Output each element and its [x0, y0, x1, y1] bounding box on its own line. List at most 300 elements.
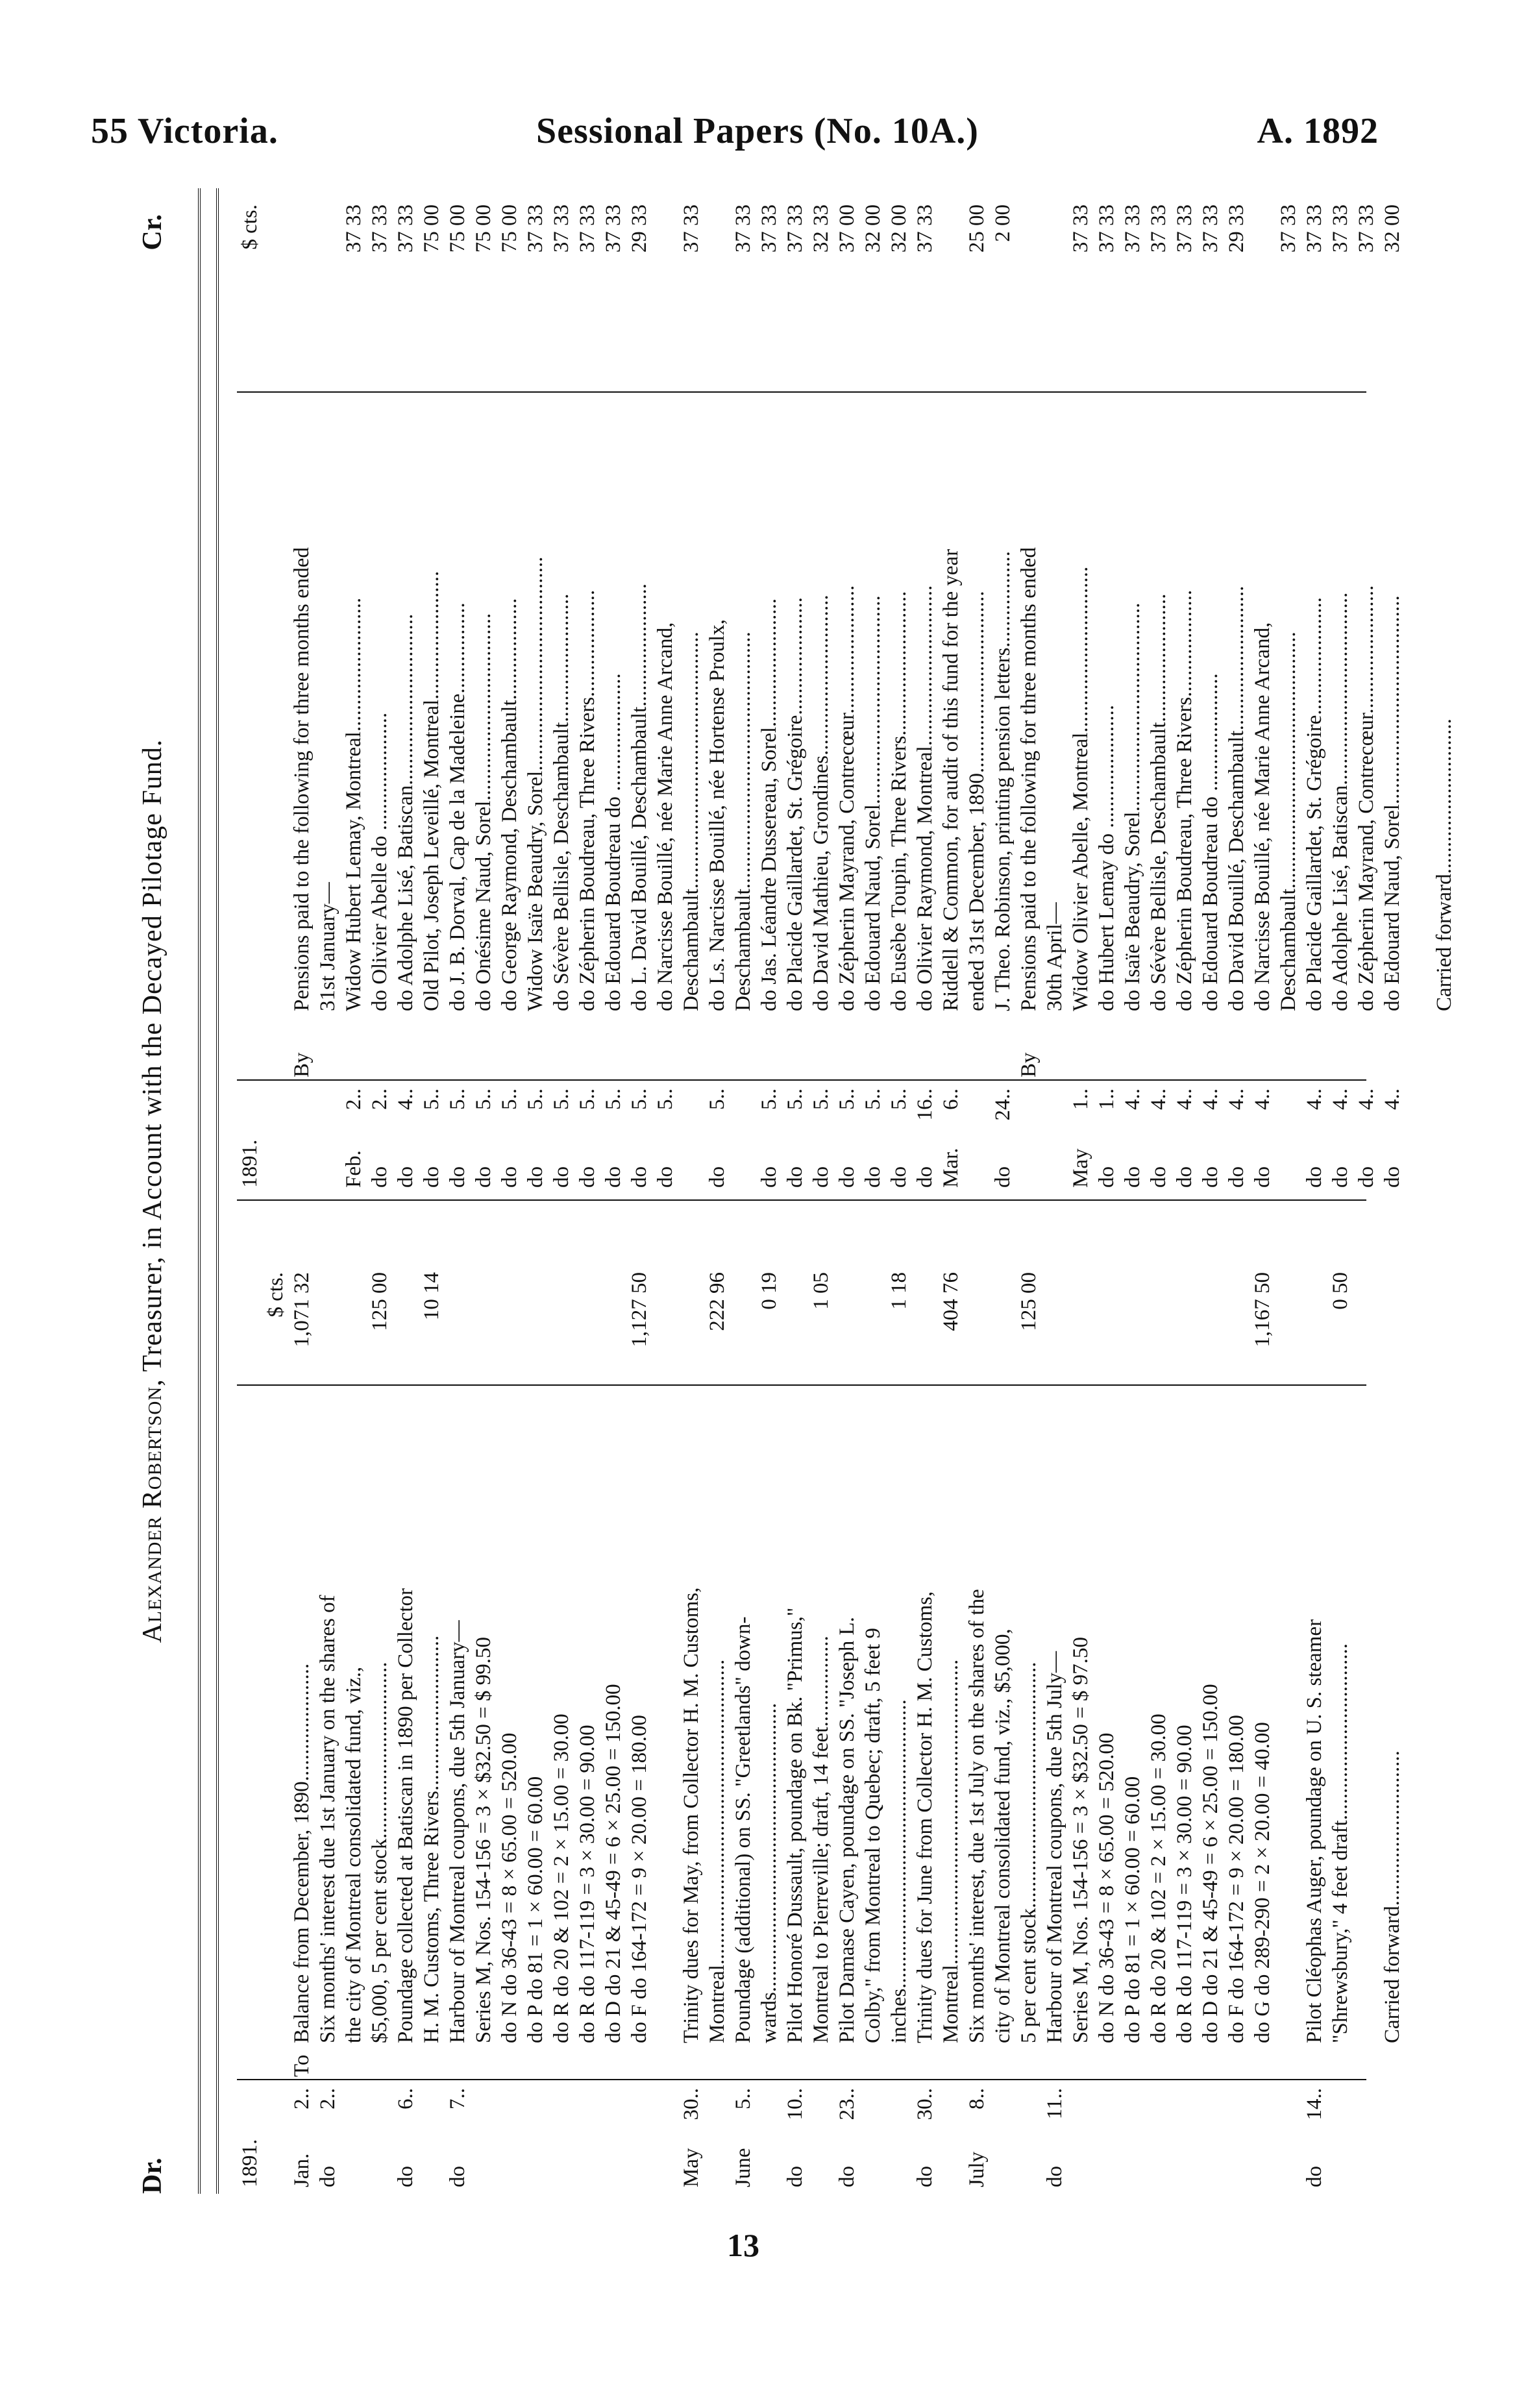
entry-day: 1..: [1069, 1088, 1092, 1110]
left-ledger-row: [367, 1207, 393, 2194]
left-ledger-row: [1172, 1207, 1198, 2194]
top-double-rule: [198, 188, 201, 2194]
entry-description: Deschambault................................................: [732, 632, 755, 1011]
entry-month: do: [524, 1166, 547, 1188]
entry-day: 4..: [1225, 1088, 1248, 1110]
entry-description: Montreal to Pierreville; draft, 14 feet.................: [809, 1636, 833, 2043]
left-ledger-row: [445, 1207, 471, 2194]
debit-label: Dr.: [138, 2157, 167, 2194]
entry-description: inches......................................................: [887, 1699, 911, 2043]
entry-total: 32 00: [1381, 204, 1404, 253]
left-ledger-row: [289, 1207, 315, 2194]
entry-day: 5..: [446, 1088, 469, 1110]
right-ledger-row: [1275, 188, 1301, 1194]
entry-month: do: [1121, 1166, 1144, 1188]
entry-day: 30..: [680, 2088, 703, 2120]
entry-description: do J. B. Dorval, Cap de la Madeleine.................: [446, 602, 469, 1011]
entry-day: 6..: [939, 1088, 963, 1110]
entry-amount: 1 05: [809, 1272, 833, 1310]
entry-month: do: [1355, 1166, 1378, 1188]
entry-description: do Placide Gaillardet, St. Grégoire......................: [783, 597, 807, 1011]
right-ledger-row: [990, 188, 1016, 1194]
entry-description: Riddell & Common, for audit of this fund for the year: [939, 548, 963, 1011]
entry-description: Widow Olivier Abelle, Montreal...............................: [1069, 566, 1092, 1011]
left-ledger-row: [782, 1207, 808, 2194]
entry-month: do: [991, 1166, 1015, 1188]
right-ledger-row: [289, 188, 315, 1194]
entry-month: do: [472, 1166, 495, 1188]
entry-description: do George Raymond, Deschambault...................: [498, 598, 521, 1011]
right-ledger-row: [652, 188, 678, 1194]
entry-description: do F do 164-172 = 9 × 20.00 = 180.00: [628, 1715, 651, 2043]
left-ledger-row: [1379, 1207, 1405, 2194]
entry-month: do: [394, 1166, 417, 1188]
entry-total: 37 33: [1277, 204, 1300, 253]
entry-total: 37 33: [732, 204, 755, 253]
entry-total: 37 33: [758, 204, 781, 253]
left-ledger-row: [652, 1207, 678, 2194]
entry-description: do G do 289-290 = 2 × 20.00 = 40.00: [1251, 1722, 1274, 2043]
entry-day: 4..: [1199, 1088, 1222, 1110]
center-divider: [237, 1199, 1366, 1201]
left-date-divider: [237, 2079, 1366, 2080]
entry-month: do: [913, 2166, 937, 2187]
entry-description: Harbour of Montreal coupons, due 5th July—: [1043, 1651, 1066, 2043]
entry-day: 5..: [732, 2088, 755, 2109]
left-ledger-row: [626, 1207, 652, 2194]
entry-prefix: By: [1017, 1052, 1041, 1077]
entry-day: 11..: [1043, 2088, 1066, 2120]
entry-description: do R do 20 & 102 = 2 × 15.00 = 30.00: [1147, 1714, 1170, 2043]
left-ledger-row: [834, 1207, 860, 2194]
right-ledger-row: [263, 188, 289, 1194]
entry-month: do: [446, 1166, 469, 1188]
right-ledger-row: [574, 188, 600, 1194]
entry-month: May: [1069, 1148, 1092, 1188]
left-ledger-row: [678, 1207, 704, 2194]
right-ledger-row: [912, 188, 938, 1194]
entry-total: 37 33: [368, 204, 391, 253]
entry-month: do: [394, 2166, 417, 2187]
entry-description: do D do 21 & 45-49 = 6 × 25.00 = 150.00: [602, 1684, 625, 2043]
entry-total: 37 33: [1147, 204, 1170, 253]
entry-description: do Zépherin Boudreau, Three Rivers....................: [1173, 589, 1196, 1011]
left-ledger-row: [237, 1207, 263, 2194]
entry-amount: 10 14: [420, 1272, 443, 1321]
right-ledger-row: [523, 188, 548, 1194]
header-volume: 55 Victoria.: [91, 111, 278, 151]
right-ledger-row: [1198, 188, 1224, 1194]
entry-description: do Sévère Bellisle, Deschambault........................: [1147, 593, 1170, 1011]
entry-month: do: [1381, 1166, 1404, 1188]
right-ledger-row: [704, 188, 730, 1194]
right-ledger-row: [1172, 188, 1198, 1194]
entry-description: do R do 20 & 102 = 2 × 15.00 = 30.00: [550, 1714, 573, 2043]
entry-amount: 125 00: [1017, 1272, 1041, 1331]
left-ledger-row: [1042, 1207, 1068, 2194]
entry-description: do Eusèbe Toupin, Three Rivers...........................: [887, 591, 911, 1011]
entry-month: do: [913, 1166, 937, 1188]
left-ledger-row: [886, 1207, 912, 2194]
left-ledger-row: [523, 1207, 548, 2194]
left-ledger-row: [393, 1207, 419, 2194]
entry-total: 75 00: [420, 204, 443, 253]
right-ledger-row: [834, 188, 860, 1194]
entry-total: 37 33: [1303, 204, 1326, 253]
entry-description: Deschambault................................................: [680, 632, 703, 1011]
entry-description: do Olivier Raymond, Montreal..............................: [913, 585, 937, 1011]
right-ledger-row: [1301, 188, 1327, 1194]
entry-description: do P do 81 = 1 × 60.00 = 60.00: [1121, 1776, 1144, 2043]
entry-day: 5..: [472, 1088, 495, 1110]
entry-description: do Olivier Abelle do ......................: [368, 712, 391, 1011]
entry-description: Pensions paid to the following for three months ended: [290, 547, 314, 1011]
entry-description: wards......................................................: [758, 1702, 781, 2043]
right-ledger-row: [341, 188, 367, 1194]
entry-day: 5..: [809, 1088, 833, 1110]
entry-total: 37 33: [783, 204, 807, 253]
credit-label: Cr.: [138, 214, 167, 251]
right-ledger-row: [237, 188, 263, 1194]
ledger-title-rest: , Treasurer, in Account with the Decayed Pilotage Fund.: [138, 739, 167, 1386]
entry-day: 4..: [1303, 1088, 1326, 1110]
entry-description: Series M, Nos. 154-156 = 3 × $32.50 = $ 99.50: [472, 1637, 495, 2043]
entry-month: Jan.: [290, 2153, 314, 2187]
entry-total: 37 33: [680, 204, 703, 253]
entry-day: 4..: [1355, 1088, 1378, 1110]
right-ledger-row: [367, 188, 393, 1194]
entry-description: do P do 81 = 1 × 60.00 = 60.00: [524, 1776, 547, 2043]
entry-description: do David Bouillé, Deschambault...........................: [1225, 585, 1248, 1011]
entry-day: 1..: [1095, 1088, 1118, 1110]
entry-total: 37 33: [394, 204, 417, 253]
entry-day: 4..: [1173, 1088, 1196, 1110]
entry-description: do Narcisse Bouillé, née Marie Anne Arcand,: [1251, 622, 1274, 1011]
entry-description: do Isaïe Beaudry, Sorel.......................................: [1121, 602, 1144, 1011]
entry-amount: 1,127 50: [628, 1272, 651, 1347]
entry-description: Balance from December, 1890......................: [290, 1663, 314, 2043]
entry-description: Pensions paid to the following for three months ended: [1017, 547, 1041, 1011]
entry-description: do Zépherin Boudreau, Three Rivers....................: [576, 589, 599, 1011]
entry-total: 37 33: [1173, 204, 1196, 253]
entry-month: do: [1303, 2166, 1326, 2187]
entry-total: 2 00: [991, 204, 1015, 242]
right-ledger-row: [600, 188, 626, 1194]
right-ledger-row: [471, 188, 497, 1194]
entry-day: 5..: [550, 1088, 573, 1110]
entry-description: do Hubert Lemay do .......................: [1095, 704, 1118, 1011]
entry-amount: 1,071 32: [290, 1272, 314, 1347]
left-ledger-row: [730, 1207, 756, 2194]
entry-day: 16..: [913, 1088, 937, 1121]
entry-description: ended 31st December, 1890..................................: [965, 591, 989, 1011]
entry-day: 2..: [342, 1088, 365, 1110]
entry-day: 5..: [628, 1088, 651, 1110]
entry-month: do: [576, 1166, 599, 1188]
entry-description: Poundage (additional) on SS. "Greetlands" down-: [732, 1616, 755, 2043]
left-ledger-row: [341, 1207, 367, 2194]
left-ledger-row: [964, 1207, 990, 2194]
entry-month: do: [783, 1166, 807, 1188]
entry-total: 37 33: [342, 204, 365, 253]
entry-description: Montreal.........................................................: [939, 1659, 963, 2043]
entry-day: 4..: [394, 1088, 417, 1110]
right-ledger-row: [1016, 188, 1042, 1194]
entry-description: Six months' interest due 1st January on the shares of: [316, 1595, 339, 2043]
top-double-rule-2: [216, 188, 219, 2194]
entry-month: do: [1043, 2166, 1066, 2187]
entry-total: 37 33: [913, 204, 937, 253]
left-ledger-row: [1301, 1207, 1327, 2194]
right-ledger-row: [1250, 188, 1275, 1194]
left-ledger-row: [471, 1207, 497, 2194]
entry-description: Pilot Cléophas Auger, poundage on U. S. steamer: [1303, 1619, 1326, 2043]
left-ledger-row: [600, 1207, 626, 2194]
left-ledger-row: [1198, 1207, 1224, 2194]
entry-total: 29 33: [1225, 204, 1248, 253]
entry-day: 4..: [1329, 1088, 1352, 1110]
right-ledger-row: [964, 188, 990, 1194]
entry-description: the city of Montreal consolidated fund, viz.,: [342, 1666, 365, 2043]
entry-description: city of Montreal consolidated fund, viz., $5,000,: [991, 1628, 1015, 2043]
left-ledger-row: [574, 1207, 600, 2194]
left-ledger-row: [419, 1207, 445, 2194]
entry-description: Widow Isaïe Beaudry, Sorel........................................: [524, 556, 547, 1011]
entry-description: do Placide Gaillardet, St. Grégoire......................: [1303, 597, 1326, 1011]
entry-description: do Zépherin Mayrand, Contrecœur........................: [835, 585, 859, 1011]
entry-total: 75 00: [498, 204, 521, 253]
right-ledger-row: [808, 188, 834, 1194]
left-ledger-row: [704, 1207, 730, 2194]
entry-description: do Adolphe Lisé, Batiscan................................: [394, 613, 417, 1011]
entry-day: 5..: [783, 1088, 807, 1110]
entry-month: Feb.: [342, 1150, 365, 1188]
entry-total: 37 00: [835, 204, 859, 253]
left-ledger-row: [1224, 1207, 1250, 2194]
entry-description: 30th April—: [1043, 902, 1066, 1011]
right-ledger-row: [1042, 188, 1068, 1194]
entry-day: 5..: [706, 1088, 729, 1110]
left-ledger-row: [1275, 1207, 1301, 2194]
entry-month: 1891.: [238, 1139, 262, 1188]
entry-month: do: [835, 2166, 859, 2187]
entry-month: do: [654, 1166, 677, 1188]
entry-day: 4..: [1381, 1088, 1404, 1110]
credit-side: [237, 188, 1456, 1194]
entry-total: 32 00: [887, 204, 911, 253]
right-ledger-row: [782, 188, 808, 1194]
entry-total: 37 33: [1355, 204, 1378, 253]
treasurer-name: Alexander Robertson: [138, 1386, 167, 1643]
entry-total: 37 33: [524, 204, 547, 253]
left-ledger-row: [860, 1207, 886, 2194]
entry-day: 5..: [835, 1088, 859, 1110]
entry-description: do Narcisse Bouillé, née Marie Anne Arcand,: [654, 622, 677, 1011]
entry-total: 37 33: [1329, 204, 1352, 253]
entry-description: Widow Hubert Lemay, Montreal.........................: [342, 597, 365, 1011]
entry-description: Carried forward.............................: [1381, 1751, 1404, 2043]
entry-month: June: [732, 2148, 755, 2187]
entry-month: do: [1303, 1166, 1326, 1188]
entry-month: do: [498, 1166, 521, 1188]
ledger-account: [138, 188, 1456, 2194]
entry-month: do: [1199, 1166, 1222, 1188]
entry-total: 75 00: [446, 204, 469, 253]
entry-day: 4..: [1121, 1088, 1144, 1110]
entry-month: do: [550, 1166, 573, 1188]
entry-description: do N do 36-43 = 8 × 65.00 = 520.00: [498, 1732, 521, 2043]
entry-amount: 1 18: [887, 1272, 911, 1310]
entry-description: Six months' interest, due 1st July on the shares of the: [965, 1589, 989, 2043]
entry-day: 5..: [758, 1088, 781, 1110]
entry-description: Series M, Nos. 154-156 = 3 × $32.50 = $ 97.50: [1069, 1637, 1092, 2043]
right-ledger-row: [548, 188, 574, 1194]
entry-day: 7..: [446, 2088, 469, 2109]
entry-day: 23..: [835, 2088, 859, 2120]
entry-amount: 222 96: [706, 1272, 729, 1331]
entry-description: do F do 164-172 = 9 × 20.00 = 180.00: [1225, 1715, 1248, 2043]
entry-total: 37 33: [1121, 204, 1144, 253]
entry-description: Carried forward.............................: [1433, 719, 1456, 1011]
entry-description: do L. David Bouillé, Deschambault.......................: [628, 584, 651, 1011]
entry-day: 2..: [368, 1088, 391, 1110]
entry-month: 1891.: [238, 2139, 262, 2187]
entry-description: Deschambault................................................: [1277, 632, 1300, 1011]
entry-day: 2..: [316, 2088, 339, 2109]
entry-day: 24..: [991, 1088, 1015, 1121]
entry-amount: 1,167 50: [1251, 1272, 1274, 1347]
header-sessional-papers: Sessional Papers (No. 10A.): [536, 111, 979, 151]
entry-description: do Sévère Bellisle, Deschambault........................: [550, 593, 573, 1011]
entry-total: 75 00: [472, 204, 495, 253]
entry-day: 5..: [887, 1088, 911, 1110]
entry-month: do: [368, 1166, 391, 1188]
entry-description: do Zépherin Mayrand, Contrecœur........................: [1355, 585, 1378, 1011]
right-ledger-row: [1353, 188, 1379, 1194]
entry-day: 5..: [498, 1088, 521, 1110]
entry-description: do Jas. Léandre Dussereau, Sorel........................: [758, 598, 781, 1011]
entry-description: $5,000, 5 per cent stock.................................: [368, 1662, 391, 2043]
right-ledger-row: [1379, 188, 1405, 1194]
entry-day: 8..: [965, 2088, 989, 2109]
entry-day: 5..: [524, 1088, 547, 1110]
left-ledger-row: [548, 1207, 574, 2194]
entry-description: do R do 117-119 = 3 × 30.00 = 90.00: [1173, 1725, 1196, 2043]
entry-description: do Ls. Narcisse Bouillé, née Hortense Proulx,: [706, 619, 729, 1011]
left-ledger-row: [263, 1207, 289, 2194]
entry-description: 31st January—: [316, 882, 339, 1011]
entry-month: May: [680, 2148, 703, 2187]
entry-month: do: [706, 1166, 729, 1188]
entry-amount: 0 50: [1329, 1272, 1352, 1310]
entry-day: 4..: [1251, 1088, 1274, 1110]
entry-description: Pilot Damase Cayen, poundage on SS. "Joseph L.: [835, 1617, 859, 2043]
entry-description: do N do 36-43 = 8 × 65.00 = 520.00: [1095, 1732, 1118, 2043]
entry-description: H. M. Customs, Three Rivers.............................: [420, 1635, 443, 2043]
left-ledger-row: [497, 1207, 523, 2194]
right-ledger-row: [1146, 188, 1172, 1194]
entry-day: 5..: [420, 1088, 443, 1110]
entry-month: do: [758, 1166, 781, 1188]
entry-amount: 0 19: [758, 1272, 781, 1310]
entry-total: 37 33: [1199, 204, 1222, 253]
entry-description: Montreal.........................................................: [706, 1659, 729, 2043]
entry-total: 29 33: [628, 204, 651, 253]
right-ledger-row: [1431, 188, 1457, 1194]
left-ledger-row: [1094, 1207, 1120, 2194]
entry-day: 5..: [576, 1088, 599, 1110]
right-ledger-row: [626, 188, 652, 1194]
entry-month: do: [446, 2166, 469, 2187]
left-ledger-row: [1146, 1207, 1172, 2194]
debit-side: [237, 1207, 1404, 2194]
entry-description: Poundage collected at Batiscan in 1890 per Collector: [394, 1588, 417, 2043]
entry-total: 37 33: [1069, 204, 1092, 253]
entry-month: do: [420, 1166, 443, 1188]
right-ledger-row: [1224, 188, 1250, 1194]
entry-month: Mar.: [939, 1148, 963, 1188]
entry-day: 6..: [394, 2088, 417, 2109]
entry-total: $ cts.: [238, 204, 262, 250]
left-ledger-row: [756, 1207, 782, 2194]
entry-total: 32 00: [861, 204, 885, 253]
entry-amount: 125 00: [368, 1272, 391, 1331]
ledger-title: [140, 188, 179, 2194]
entry-description: do David Mathieu, Grondines..............................: [809, 595, 833, 1011]
entry-month: do: [602, 1166, 625, 1188]
left-ledger-row: [938, 1207, 964, 2194]
entry-day: 5..: [861, 1088, 885, 1110]
page-number: 13: [727, 2227, 759, 2263]
entry-month: July: [965, 2151, 989, 2187]
entry-description: Colby," from Montreal to Quebec; draft, 5 feet 9: [861, 1628, 885, 2043]
entry-description: do Onésime Naud, Sorel...................................: [472, 613, 495, 1011]
entry-prefix: To: [290, 2054, 314, 2077]
entry-day: 5..: [602, 1088, 625, 1110]
entry-description: do Edouard Boudreau do ......................: [602, 673, 625, 1011]
left-amount-divider: [237, 1384, 1366, 1386]
entry-description: do R do 117-119 = 3 × 30.00 = 90.00: [576, 1725, 599, 2043]
entry-description: J. Theo. Robinson, printing pension letters..................: [991, 551, 1015, 1011]
left-ledger-row: [1120, 1207, 1146, 2194]
right-ledger-row: [1068, 188, 1094, 1194]
left-ledger-row: [1016, 1207, 1042, 2194]
entry-description: do Edouard Naud, Sorel.......................................: [861, 595, 885, 1011]
entry-day: 14..: [1303, 2088, 1326, 2120]
entry-month: do: [1173, 1166, 1196, 1188]
left-ledger-row: [1250, 1207, 1275, 2194]
right-ledger-row: [886, 188, 912, 1194]
entry-prefix: By: [290, 1052, 314, 1077]
entry-description: "Shrewsbury," 4 feet draft.................................: [1329, 1643, 1352, 2043]
entry-month: do: [316, 2166, 339, 2187]
entry-month: do: [783, 2166, 807, 2187]
left-ledger-row: [912, 1207, 938, 2194]
entry-description: do Edouard Boudreau do ......................: [1199, 673, 1222, 1011]
right-ledger-row: [756, 188, 782, 1194]
entry-description: Old Pilot, Joseph Leveillé, Montreal........................: [420, 571, 443, 1011]
left-ledger-row: [315, 1207, 341, 2194]
entry-month: do: [809, 1166, 833, 1188]
entry-month: do: [835, 1166, 859, 1188]
entry-description: Trinity dues for May, from Collector H. M. Customs,: [680, 1587, 703, 2043]
right-ledger-row: [1120, 188, 1146, 1194]
left-ledger-row: [1068, 1207, 1094, 2194]
right-ledger-row: [419, 188, 445, 1194]
entry-description: do Adolphe Lisé, Batiscan....................................: [1329, 592, 1352, 1011]
right-ledger-row: [730, 188, 756, 1194]
entry-total: 37 33: [576, 204, 599, 253]
